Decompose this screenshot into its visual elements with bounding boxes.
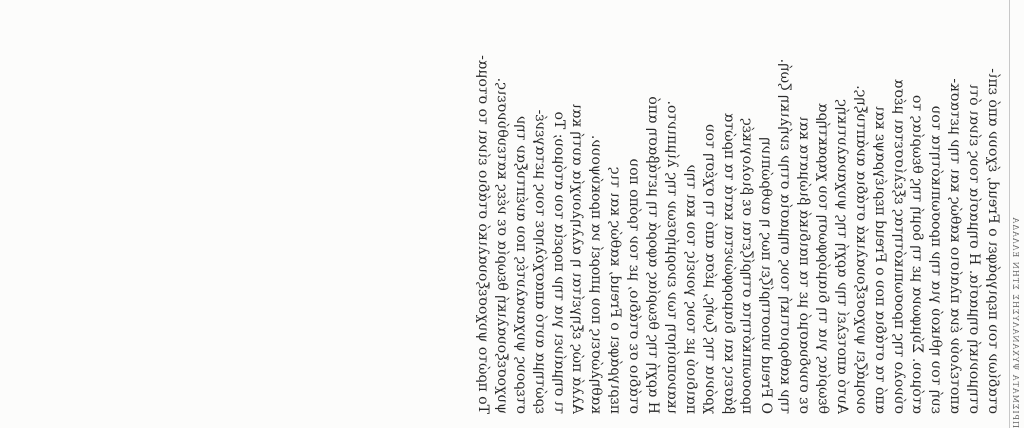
text-line: σύνολο της προσωπικότητας εξελίσσεται μέσα	[890, 79, 907, 414]
text-line: στάδιο σε στάδιο, με τον τρόπο που	[626, 158, 643, 414]
text-line: ατόμου. Σύμφωνα με τη δομή της θεωρίας το	[909, 94, 926, 414]
text-line: Το πρώτο ψυχοσεξουαλικό στάδιο είναι το στομα-	[474, 55, 491, 414]
text-line: από τα στάδια που ο Freud περιέγραψε και	[871, 105, 888, 414]
text-line: βάσεις και διαμορφώνεται κατά τα πρώτα	[720, 112, 737, 414]
text-line: ψυχοσεξουαλική θεωρία σε νέες κατευθύνσεις.	[493, 77, 510, 414]
text-line: Η αρχή της θεωρίας αφορά τη μετάβαση από	[644, 96, 661, 414]
text-line: θεωρίας για τη διαμόρφωση του χαρακτήρα	[814, 103, 831, 414]
text-line: καθηλώσεις που μπορεί να προκύψουν.	[588, 134, 605, 414]
text-line: τι σημαίνει για την πορεία του ατόμου; Το	[550, 111, 567, 414]
text-line: Ο Freud υποστηρίζει πως η ανθρώπινη	[758, 137, 775, 414]
text-line: στημονική σημασία. Η σημασία τους είναι ότι	[966, 83, 983, 414]
text-line: περιγράφει ο Freud, καθώς και τις	[607, 166, 624, 414]
text-line: Αλλά πώς εξηγείται η αλληλουχία αυτή και	[569, 103, 586, 414]
text-line: την καθοριστική τους σημασία στην ενήλικη ζωή.	[777, 58, 794, 414]
text-line: παιδιού με τους γονείς του και την	[682, 164, 699, 414]
text-line: ονομάζει ψυχοσεξουαλικά στάδια ανάπτυξης.	[852, 85, 869, 414]
text-line: ερώτημα αυτό απασχόλησε τους μεταγενέ-	[531, 109, 548, 414]
text-line: Αυτό αποτελεί την αρχή της ψυχαναλυτικής	[833, 99, 850, 414]
text-line: σε συνδυασμό με τα παιδικά βιώματα και	[796, 116, 813, 414]
text-line: ευή του ηθικού για την προσωπικότητα του	[928, 105, 945, 414]
text-line: αποτελούν ένα πλαίσιο καθώς και την μετασκ-	[947, 78, 964, 414]
header-divider	[1009, 0, 1010, 428]
text-line: χρόνια της ζωής, μέσα από τη σχέση του	[701, 124, 718, 414]
text-line: στερους ψυχαναλυτές που ανέπτυξαν την	[512, 115, 529, 414]
text-line: σταδίων του περιγράφει ο Freud, έχουν από επί-	[985, 68, 1001, 414]
text-line: ικανοποίηση των ενορμήσεων της λίμπιντο.	[663, 100, 680, 414]
text-line: προσωπικότητα στηρίζεται σε βιολογικές	[739, 117, 756, 414]
body-text	[2, 12, 1002, 414]
running-header: ΠΡΙΣΜΑΤΑ ΨΥΧΑΝΑΛΥΣΗΣ ΣΤΗΝ ΕΛΛΑΔΑ	[1011, 216, 1020, 428]
